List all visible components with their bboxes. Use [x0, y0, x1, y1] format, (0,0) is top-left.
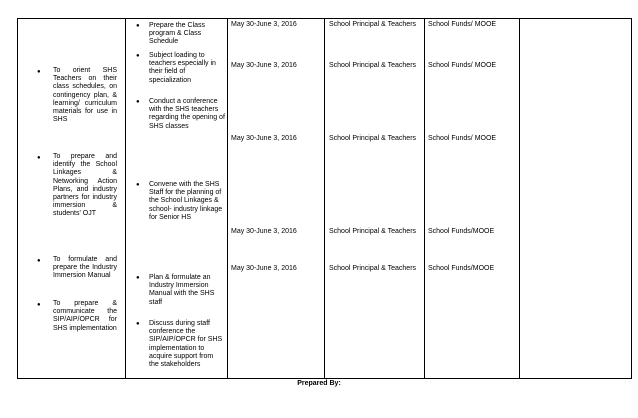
time-frame-cell: May 30-June 3, 2016 — [231, 265, 297, 272]
bullet-icon: ● — [136, 23, 140, 29]
activity-line: Prepare the Class — [149, 22, 206, 29]
activity-line: Staff for the planning of — [149, 189, 222, 197]
bullet-icon: ● — [136, 182, 140, 188]
time-frame-cell: May 30-June 3, 2016 — [231, 21, 297, 28]
persons-involved-cell: School Principal & Teachers — [329, 265, 417, 272]
activity-line: Conduct a conference — [149, 98, 218, 105]
activity-item — [149, 274, 227, 307]
activity-line: school- industry linkage — [149, 205, 223, 213]
activity-line: regarding the opening of — [149, 114, 225, 122]
activity-item — [149, 320, 227, 369]
prepared-by-label: Prepared By: — [297, 380, 341, 387]
activity-line: SHS classes — [149, 122, 189, 130]
column-divider — [424, 18, 425, 379]
persons-involved-cell: School Principal & Teachers — [329, 21, 417, 28]
activity-item — [149, 22, 227, 47]
resources-cell: School Funds/MOOE — [428, 265, 495, 272]
bullet-icon: ● — [37, 155, 41, 161]
activity-line: teachers especially in — [149, 60, 216, 68]
resources-cell: School Funds/ MOOE — [428, 62, 497, 69]
objective-item: To formulate and prepare the Industry Immersion Manual — [53, 256, 117, 280]
activity-line: SIP/AIP/OPCR for SHS — [149, 336, 223, 344]
activity-line: with the SHS teachers — [149, 106, 219, 114]
table-border-right — [631, 18, 632, 379]
activity-line: acquire support from — [149, 352, 214, 360]
resources-cell: School Funds/ MOOE — [428, 135, 497, 142]
activity-line: Discuss during staff — [149, 320, 210, 327]
activity-line: program & Class — [149, 30, 202, 38]
activity-line: the School Linkages & — [149, 197, 219, 205]
table-border-bottom — [17, 378, 631, 379]
bullet-icon: ● — [136, 321, 140, 327]
resources-cell: School Funds/ MOOE — [428, 21, 497, 28]
time-frame-cell: May 30-June 3, 2016 — [231, 228, 297, 235]
activity-line: Manual with the SHS — [149, 290, 215, 298]
activity-line: conference the — [149, 328, 196, 336]
activity-item — [149, 181, 227, 222]
bullet-icon: ● — [37, 69, 41, 75]
activity-line: implementation to — [149, 344, 205, 352]
activity-item — [149, 98, 227, 131]
bullet-icon: ● — [136, 99, 140, 105]
bullet-icon: ● — [37, 302, 41, 308]
time-frame-cell: May 30-June 3, 2016 — [231, 135, 297, 142]
table-border-left — [17, 18, 18, 379]
resources-cell: School Funds/MOOE — [428, 228, 495, 235]
activity-line: Plan & formulate an — [149, 274, 211, 281]
activity-line: Industry Immersion — [149, 282, 209, 290]
column-divider — [324, 18, 325, 379]
bullet-icon: ● — [37, 258, 41, 264]
activity-line: Subject loading to — [149, 52, 205, 59]
column-divider — [125, 18, 126, 379]
activity-line: staff — [149, 298, 163, 306]
activity-line: the stakeholders — [149, 361, 201, 369]
activity-line: specialization — [149, 76, 192, 84]
objective-item: To prepare and identify the School Linkages & Networking Action Plans, and industry partners for industry immersion & students' OJT — [53, 153, 117, 218]
activity-line: for Senior HS — [149, 213, 192, 221]
persons-involved-cell: School Principal & Teachers — [329, 135, 417, 142]
activity-item — [149, 52, 227, 85]
persons-involved-cell: School Principal & Teachers — [329, 228, 417, 235]
column-divider — [227, 18, 228, 379]
activity-line: Schedule — [149, 38, 179, 46]
persons-involved-cell: School Principal & Teachers — [329, 62, 417, 69]
time-frame-cell: May 30-June 3, 2016 — [231, 62, 297, 69]
table-border-top — [17, 18, 631, 19]
bullet-icon: ● — [136, 275, 140, 281]
objective-item: To prepare & communicate the SIP/AIP/OPCR for SHS implementation — [53, 300, 117, 332]
objective-item: To orient SHS Teachers on their class schedules, on contingency plan, & learning/ curriculum materials for use in SHS — [53, 67, 117, 124]
activity-line: Convene with the SHS — [149, 181, 220, 188]
column-divider — [519, 18, 520, 379]
activity-line: their field of — [149, 68, 186, 76]
bullet-icon: ● — [136, 53, 140, 59]
